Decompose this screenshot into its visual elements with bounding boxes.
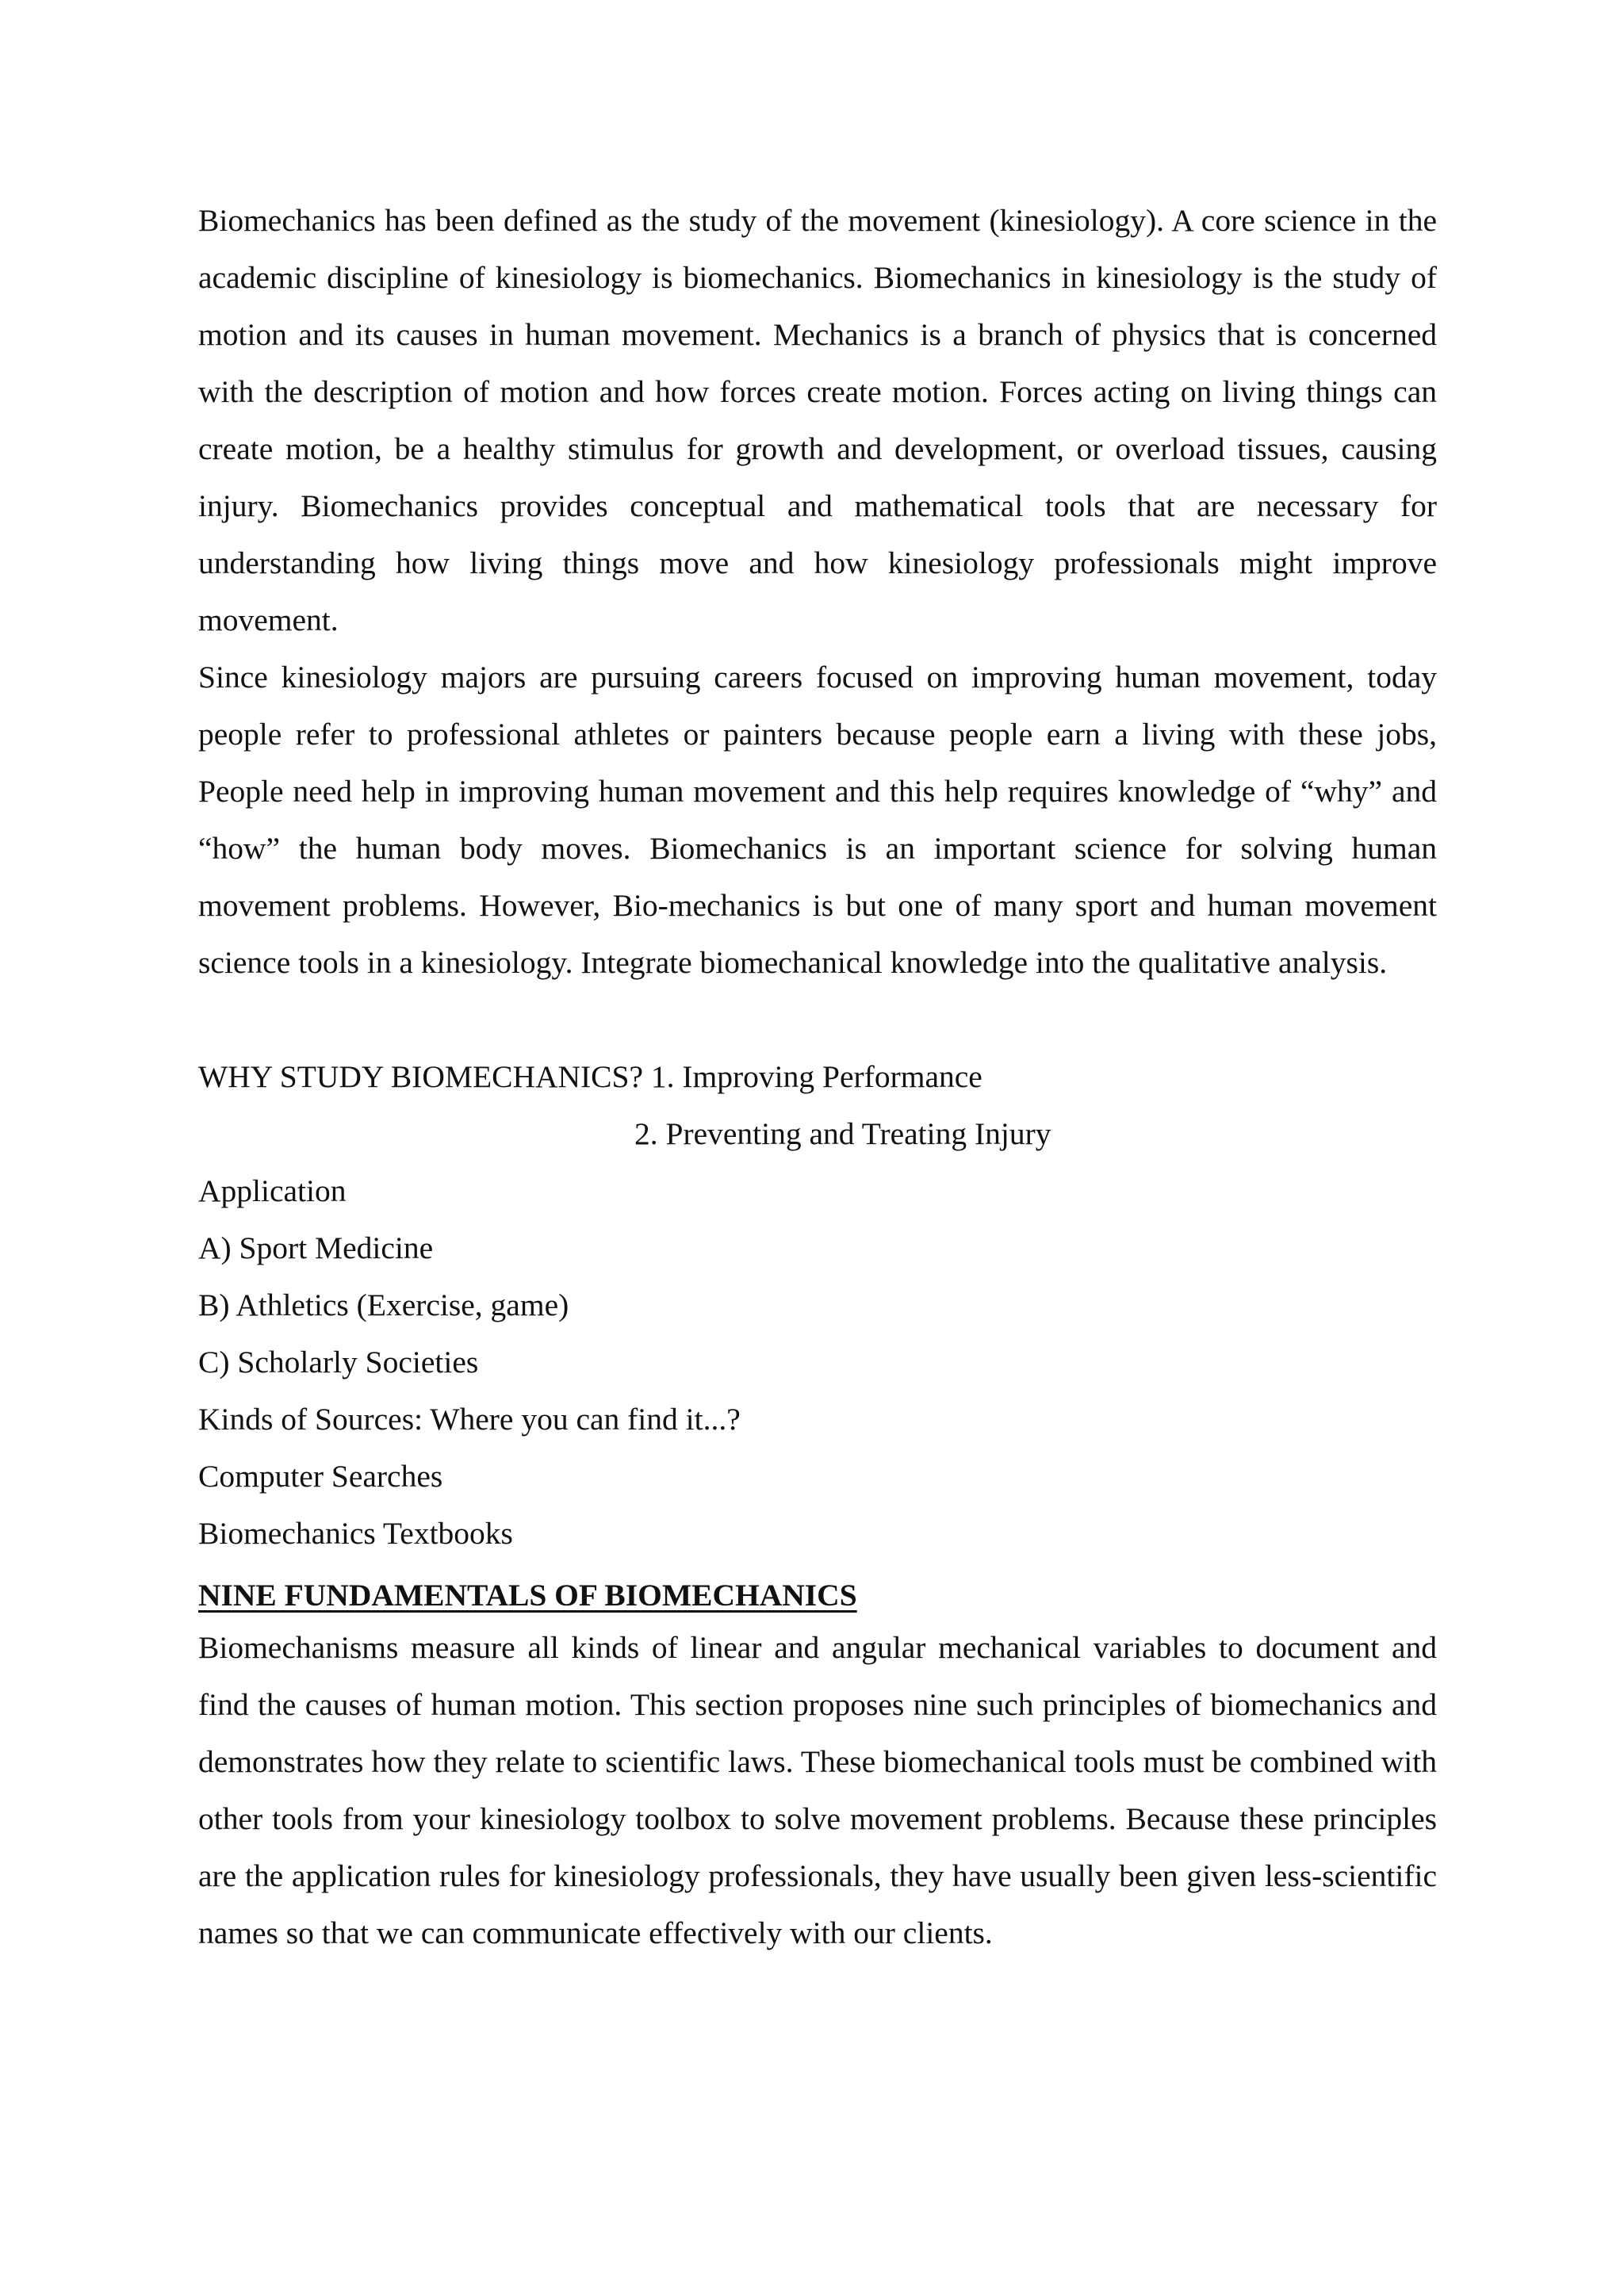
document-page: [198, 192, 1437, 1961]
section-heading: NINE FUNDAMENTALS OF BIOMECHANICS: [198, 1578, 857, 1613]
intro-paragraph-2: Since kinesiology majors are pursuing careers focused on improving human movement, today people refer to professional athletes or painters because people earn a living with these jobs, People need help in improving human movement and this help requires knowledge of “why” and “how” the human body moves. Biomechanics is an important science for solving human movement problems. However, Bio-mechanics is but one of many sport and human movement science tools in a kinesiology. Integrate biomechanical knowledge into the qualitative analysis.: [198, 660, 1437, 980]
application-item-scholarly-societies: C) Scholarly Societies: [198, 1345, 479, 1380]
why-study-item-2: 2. Preventing and Treating Injury: [634, 1116, 1051, 1151]
application-label: Application: [198, 1173, 347, 1208]
intro-paragraph-1: Biomechanics has been defined as the study of the movement (kinesiology). A core science in the academic discipline of kinesiology is biomechanics. Biomechanics in kinesiology is the study of motion and its causes in human movement. Mechanics is a branch of physics that is concerned with the description of motion and how forces create motion. Forces acting on living things can create motion, be a healthy stimulus for growth and development, or overload tissues, causing injury. Biomechanics provides conceptual and mathematical tools that are necessary for understanding how living things move and how kinesiology professionals might improve movement.: [198, 203, 1437, 637]
section-paragraph: Biomechanisms measure all kinds of linear and angular mechanical variables to document and find the causes of human motion. This section proposes nine such principles of biomechanics and demonstrates how they relate to scientific laws. These biomechanical tools must be combined with other tools from your kinesiology toolbox to solve movement problems. Because these principles are the application rules for kinesiology professionals, they have usually been given less-scientific names so that we can communicate effectively with our clients.: [198, 1630, 1437, 1950]
why-study-line: WHY STUDY BIOMECHANICS? 1. Improving Performance: [198, 1059, 982, 1094]
blank-line: [198, 991, 1437, 1048]
source-textbooks: Biomechanics Textbooks: [198, 1516, 513, 1551]
application-item-athletics: B) Athletics (Exercise, game): [198, 1288, 569, 1322]
sources-label: Kinds of Sources: Where you can find it...?: [198, 1402, 741, 1437]
source-computer-searches: Computer Searches: [198, 1459, 443, 1494]
application-item-sport-medicine: A) Sport Medicine: [198, 1230, 434, 1265]
